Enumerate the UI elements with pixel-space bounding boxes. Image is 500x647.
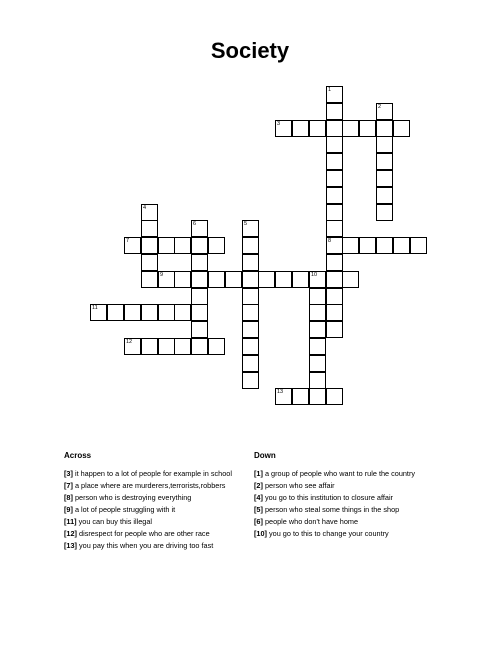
clue-number: 2 (378, 104, 382, 110)
clue-across-13: [13] you pay this when you are driving too fast (64, 541, 214, 550)
grid-cell[interactable] (376, 153, 393, 170)
grid-cell[interactable] (326, 170, 343, 187)
grid-cell[interactable] (158, 271, 175, 288)
grid-cell[interactable] (158, 237, 175, 254)
clue-number: 13 (277, 389, 284, 395)
grid-cell[interactable] (208, 338, 225, 355)
grid-cell[interactable] (174, 304, 191, 321)
grid-cell[interactable] (107, 304, 124, 321)
grid-cell[interactable] (326, 136, 343, 153)
clue-across-3: [3] it happen to a lot of people for example in school (64, 469, 232, 478)
grid-cell[interactable] (141, 204, 158, 221)
grid-cell[interactable] (326, 237, 343, 254)
grid-cell[interactable] (326, 103, 343, 120)
clue-down-6: [6] people who don't have home (254, 517, 359, 526)
grid-cell[interactable] (242, 355, 259, 372)
grid-cell[interactable] (225, 271, 242, 288)
grid-cell[interactable] (393, 237, 410, 254)
down-clues (254, 451, 444, 541)
clue-number: 12 (126, 339, 133, 345)
grid-cell[interactable] (242, 338, 259, 355)
clue-number: 4 (143, 205, 147, 211)
grid-cell[interactable] (141, 254, 158, 271)
clue-across-7: [7] a place where are murderers,terrorists,robbers (64, 481, 226, 490)
grid-cell[interactable] (90, 304, 107, 321)
clue-number: 10 (311, 272, 318, 278)
grid-cell[interactable] (309, 288, 326, 305)
grid-cell[interactable] (309, 372, 326, 389)
grid-cell[interactable] (376, 204, 393, 221)
down-heading: Down (254, 451, 276, 460)
grid-cell[interactable] (326, 388, 343, 405)
grid-cell[interactable] (376, 103, 393, 120)
grid-cell[interactable] (191, 338, 208, 355)
grid-cell[interactable] (208, 237, 225, 254)
grid-cell[interactable] (326, 220, 343, 237)
grid-cell[interactable] (191, 237, 208, 254)
grid-cell[interactable] (342, 120, 359, 137)
grid-cell[interactable] (326, 120, 343, 137)
grid-cell[interactable] (141, 338, 158, 355)
grid-cell[interactable] (275, 120, 292, 137)
grid-cell[interactable] (393, 120, 410, 137)
grid-cell[interactable] (208, 271, 225, 288)
puzzle-title: Society (210, 38, 290, 63)
clue-number: 5 (244, 221, 248, 227)
grid-cell[interactable] (124, 304, 141, 321)
grid-cell[interactable] (141, 237, 158, 254)
clue-number: 7 (126, 238, 130, 244)
grid-cell[interactable] (242, 254, 259, 271)
grid-cell[interactable] (242, 220, 259, 237)
grid-cell[interactable] (376, 237, 393, 254)
clue-down-2: [2] person who see affair (254, 481, 335, 490)
grid-cell[interactable] (326, 321, 343, 338)
grid-cell[interactable] (174, 237, 191, 254)
grid-cell[interactable] (158, 338, 175, 355)
grid-cell[interactable] (342, 271, 359, 288)
grid-cell[interactable] (376, 120, 393, 137)
grid-cell[interactable] (292, 388, 309, 405)
grid-cell[interactable] (309, 321, 326, 338)
clue-number: 1 (328, 87, 332, 93)
clue-across-8: [8] person who is destroying everything (64, 493, 192, 502)
grid-cell[interactable] (376, 136, 393, 153)
grid-cell[interactable] (174, 271, 191, 288)
grid-cell[interactable] (242, 237, 259, 254)
grid-cell[interactable] (309, 271, 326, 288)
grid-cell[interactable] (359, 120, 376, 137)
clue-number: 11 (92, 305, 98, 311)
grid-cell[interactable] (309, 388, 326, 405)
grid-cell[interactable] (326, 204, 343, 221)
grid-cell[interactable] (275, 271, 292, 288)
grid-cell[interactable] (376, 187, 393, 204)
grid-cell[interactable] (141, 220, 158, 237)
clue-across-9: [9] a lot of people struggling with it (64, 505, 176, 514)
grid-cell[interactable] (326, 288, 343, 305)
clue-number: 9 (160, 272, 164, 278)
grid-cell[interactable] (326, 86, 343, 103)
grid-cell[interactable] (309, 338, 326, 355)
grid-cell[interactable] (326, 153, 343, 170)
clue-across-11: [11] you can buy this illegal (64, 517, 153, 526)
grid-cell[interactable] (174, 338, 191, 355)
grid-cell[interactable] (326, 187, 343, 204)
clue-down-5: [5] person who steal some things in the shop (254, 505, 400, 514)
grid-cell[interactable] (326, 254, 343, 271)
grid-cell[interactable] (191, 271, 208, 288)
grid-cell[interactable] (342, 237, 359, 254)
grid-cell[interactable] (141, 271, 158, 288)
grid-cell[interactable] (309, 120, 326, 137)
clue-down-1: [1] a group of people who want to rule the country (254, 469, 416, 478)
across-heading: Across (64, 451, 92, 460)
clue-number: 8 (328, 238, 332, 244)
clue-number: 6 (193, 221, 197, 227)
grid-cell[interactable] (124, 237, 141, 254)
grid-cell[interactable] (242, 271, 259, 288)
grid-cell[interactable] (191, 304, 208, 321)
grid-cell[interactable] (191, 220, 208, 237)
grid-cell[interactable] (124, 338, 141, 355)
grid-cell[interactable] (191, 321, 208, 338)
grid-cell[interactable] (242, 288, 259, 305)
grid-cell[interactable] (326, 271, 343, 288)
grid-cell[interactable] (242, 304, 259, 321)
grid-cell[interactable] (242, 372, 259, 389)
grid-cell[interactable] (242, 321, 259, 338)
grid-cell[interactable] (141, 304, 158, 321)
grid-cell[interactable] (292, 120, 309, 137)
grid-cell[interactable] (410, 237, 427, 254)
grid-cell[interactable] (326, 304, 343, 321)
clue-down-10: [10] you go to this to change your country (254, 529, 389, 538)
grid-cell[interactable] (158, 304, 175, 321)
grid-cell[interactable] (309, 304, 326, 321)
grid-cell[interactable] (359, 237, 376, 254)
grid-cell[interactable] (292, 271, 309, 288)
grid-cell[interactable] (275, 388, 292, 405)
grid-cell[interactable] (258, 271, 275, 288)
grid-cell[interactable] (309, 355, 326, 372)
clue-number: 3 (277, 121, 281, 127)
clue-down-4: [4] you go to this institution to closure affair (254, 493, 393, 502)
grid-cell[interactable] (191, 288, 208, 305)
grid-cell[interactable] (191, 254, 208, 271)
grid-cell[interactable] (376, 170, 393, 187)
clue-across-12: [12] disrespect for people who are other race (64, 529, 210, 538)
across-clues (64, 451, 264, 553)
